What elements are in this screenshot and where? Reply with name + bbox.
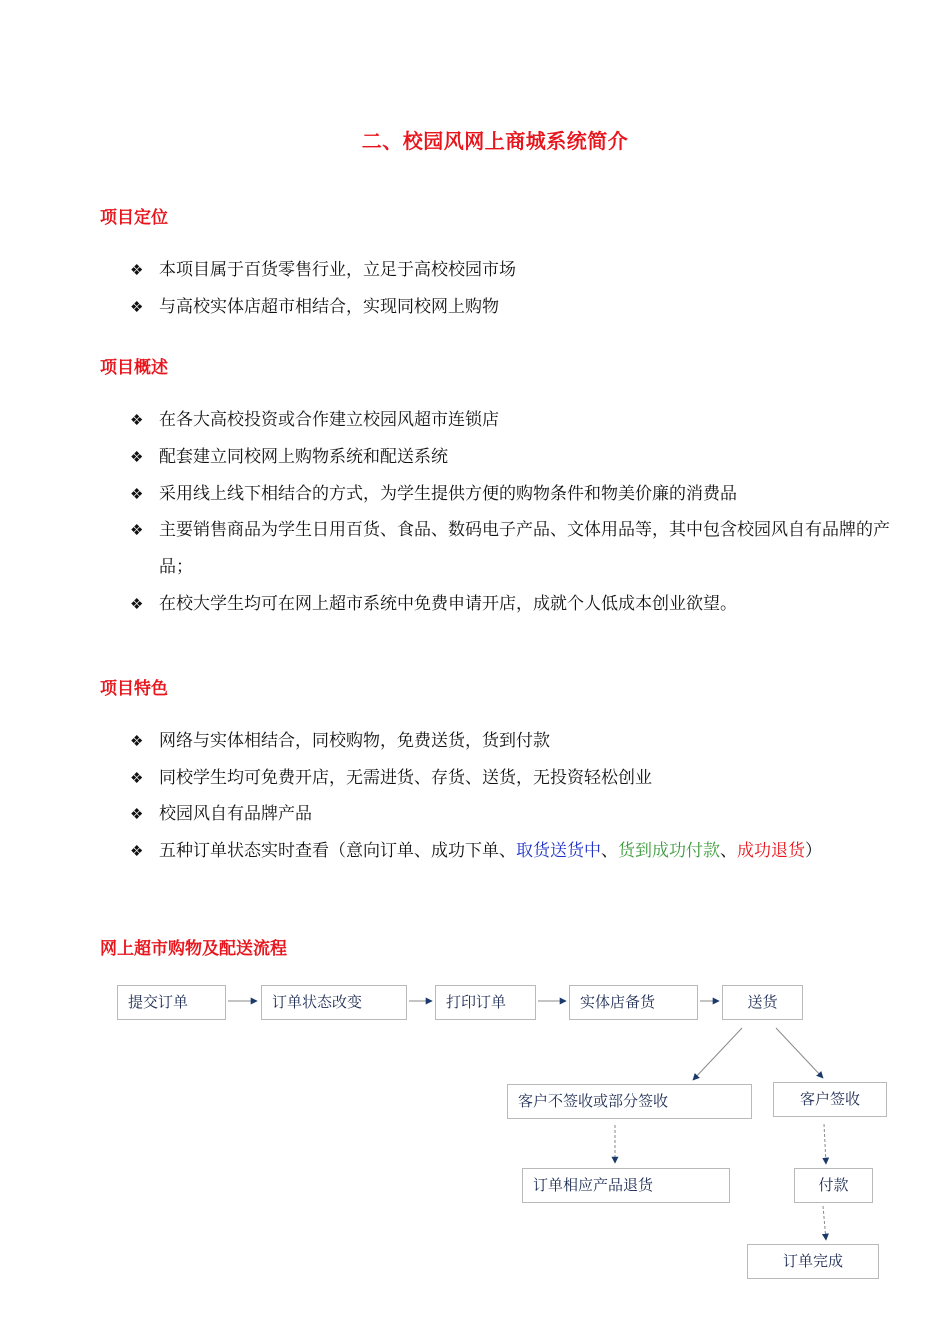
flow-status-change: 订单状态改变 [261,985,407,1020]
list-item-order-status: ❖ 五种订单状态实时查看（意向订单、成功下单、取货送货中、货到成功付款、成功退货） [130,833,900,870]
diamond-bullet-icon: ❖ [130,411,144,429]
section-heading-positioning: 项目定位 [100,208,168,228]
flow-submit-order: 提交订单 [117,985,226,1020]
flow-customer-partial: 客户不签收或部分签收 [507,1084,752,1119]
flow-order-complete: 订单完成 [747,1244,879,1279]
diamond-bullet-icon: ❖ [130,595,144,613]
section-heading-overview: 项目概述 [100,358,168,378]
diamond-bullet-icon: ❖ [130,842,144,860]
list-item: ❖ 配套建立同校网上购物系统和配送系统 [130,439,900,476]
flow-payment: 付款 [794,1168,873,1203]
list-item: ❖ 本项目属于百货零售行业，立足于高校校园市场 [130,252,900,289]
diamond-bullet-icon: ❖ [130,805,144,823]
list-item: ❖ 主要销售商品为学生日用百货、食品、数码电子产品、文体用品等，其中包含校园风自有品牌的产品； [130,512,900,586]
list-item: ❖ 在校大学生均可在网上超市系统中免费申请开店，成就个人低成本创业欲望。 [130,586,900,623]
section-heading-features: 项目特色 [100,679,168,699]
flow-print-order: 打印订单 [435,985,536,1020]
arrow-diagonal-icon [693,1028,742,1080]
diamond-bullet-icon: ❖ [130,521,144,539]
diamond-bullet-icon: ❖ [130,298,144,316]
status-delivering: 取货送货中 [516,841,601,861]
diamond-bullet-icon: ❖ [130,732,144,750]
list-item: ❖ 网络与实体相结合，同校购物，免费送货，货到付款 [130,723,900,760]
list-item: ❖ 校园风自有品牌产品 [130,796,900,833]
list-item: ❖ 在各大高校投资或合作建立校园风超市连锁店 [130,402,900,439]
list-item: ❖ 同校学生均可免费开店，无需进货、存货、送货，无投资轻松创业 [130,760,900,797]
diamond-bullet-icon: ❖ [130,448,144,466]
diamond-bullet-icon: ❖ [130,485,144,503]
arrow-down-icon [823,1206,826,1240]
list-item: ❖ 采用线上线下相结合的方式，为学生提供方便的购物条件和物美价廉的消费品 [130,476,900,513]
status-returned: 成功退货 [737,841,805,861]
section-heading-flow: 网上超市购物及配送流程 [100,939,287,959]
status-paid: 货到成功付款 [618,841,720,861]
flow-deliver: 送货 [722,985,803,1020]
arrow-diagonal-icon [776,1028,823,1078]
flow-return-goods: 订单相应产品退货 [522,1168,730,1203]
list-item: ❖ 与高校实体店超市相结合，实现同校网上购物 [130,289,900,326]
flow-customer-signed: 客户签收 [773,1082,887,1117]
arrow-down-icon [824,1124,826,1164]
page-title: 二、校园风网上商城系统简介 [361,129,629,153]
diamond-bullet-icon: ❖ [130,769,144,787]
diamond-bullet-icon: ❖ [130,261,144,279]
flow-store-prepare: 实体店备货 [569,985,698,1020]
